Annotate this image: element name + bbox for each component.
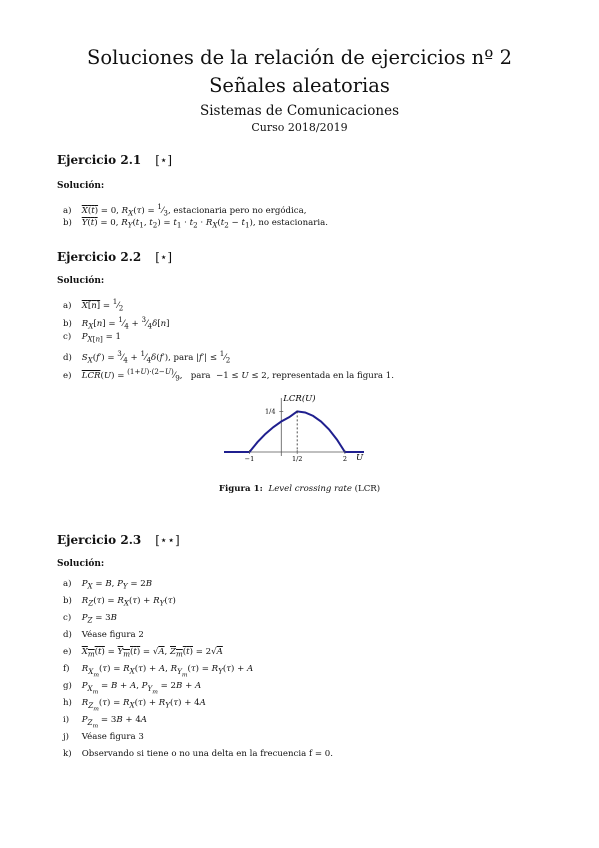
item-text: $X_m(t) = Y_m(t) = √A$, $Z_m(t) = 2√A$ <box>81 647 223 659</box>
item-label: c) <box>63 613 72 623</box>
item-text: $R_X[n]$ = $^1⁄_4$ + $^3⁄_4\delta[n]$ <box>81 315 170 331</box>
item-text: $R_{X_m}(\tau) = R_X(\tau) + A$, $R_{Y_m}(\tau) = R_Y(\tau) + A$ <box>81 664 254 679</box>
list-item <box>63 366 394 384</box>
y-tick-label: 1/4 <box>265 407 276 416</box>
item-label: i) <box>63 715 70 725</box>
item-text: $X[n] = ^1⁄_2$ <box>81 297 124 313</box>
list-item <box>63 664 253 680</box>
solution-label: Solución: <box>57 276 105 286</box>
item-label: k) <box>63 749 72 759</box>
lcr-chart <box>0 394 599 474</box>
list-item <box>63 314 170 332</box>
solution-label: Solución: <box>57 181 105 191</box>
item-label: c) <box>63 332 72 342</box>
x-tick-label: 2 <box>342 455 347 463</box>
item-label: a) <box>63 300 72 311</box>
difficulty-stars: [⋆⋆] <box>155 533 180 547</box>
y-axis-label: LCR(U) <box>283 394 316 404</box>
document-subtitle: Señales aleatorias <box>209 74 390 97</box>
item-label: a) <box>63 205 72 216</box>
list-item <box>63 749 333 760</box>
item-label: g) <box>63 681 72 691</box>
item-label: e) <box>63 647 72 657</box>
x-tick-label: 1/2 <box>291 455 303 463</box>
item-text: Y(t) = 0, $R_Y(t_1$, $t_2) = t_1 \cdot t_2 \cdot R_X(t_2 - t_1)$, no estacionaria. <box>81 218 328 230</box>
document-title: Soluciones de la relación de ejercicios nº 2 <box>86 46 513 69</box>
item-label: e) <box>63 370 72 381</box>
item-label: b) <box>63 596 72 606</box>
list-item <box>63 332 121 345</box>
item-label: f) <box>63 664 70 674</box>
item-text: $P_{X_m} = B + A$, $P_{Y_m} = 2B + A$ <box>81 681 202 696</box>
difficulty-stars: [⋆] <box>155 153 173 167</box>
list-item <box>63 348 230 366</box>
list-item <box>63 296 123 314</box>
caption-abbr: (LCR) <box>354 484 381 494</box>
caption-label: Figura 1: <box>218 484 263 494</box>
exercise-title: Ejercicio 2.1 <box>57 153 142 167</box>
item-text: $P_Z = 3B$ <box>81 613 117 625</box>
item-label: j) <box>63 732 70 742</box>
list-item <box>63 647 223 660</box>
figure-caption <box>0 484 599 494</box>
exercise-heading <box>57 533 180 547</box>
x-axis-label: U <box>356 453 364 463</box>
list-item <box>63 715 147 731</box>
difficulty-stars: [⋆] <box>155 250 173 264</box>
item-label: h) <box>63 698 72 708</box>
item-text: $P_X = B$, $P_Y = 2B$ <box>81 579 153 591</box>
exercise-title: Ejercicio 2.2 <box>57 250 142 264</box>
item-text: $R_{Z_m}(\tau) = R_X(\tau) + R_Y(\tau) + 4A$ <box>81 698 206 713</box>
list-item <box>63 681 201 697</box>
exercise-heading <box>57 250 172 264</box>
caption-text: Level crossing rate <box>268 484 352 494</box>
item-text: X(t) = 0, $R_X(\tau)$ = $^1⁄_3$, estacionaria pero no ergódica, <box>81 202 307 218</box>
list-item <box>63 201 306 219</box>
solution-label: Solución: <box>57 559 105 569</box>
list-item <box>63 596 176 609</box>
item-text: $P_{X[n]} = 1$ <box>81 332 121 344</box>
item-label: d) <box>63 352 72 363</box>
item-label: b) <box>63 218 72 228</box>
item-label: d) <box>63 630 72 640</box>
item-text: $P_{Z_m} = 3B + 4A$ <box>81 715 148 730</box>
list-item <box>63 698 206 714</box>
list-item <box>63 732 144 743</box>
list-item <box>63 579 152 592</box>
subject-name: Sistemas de Comunicaciones <box>199 103 400 119</box>
item-text: Observando si tiene o no una delta en la frecuencia f = 0. <box>81 749 334 759</box>
list-item <box>63 218 328 231</box>
list-item <box>63 630 144 641</box>
item-label: b) <box>63 318 72 329</box>
item-text: Véase figura 3 <box>81 732 144 742</box>
item-text: $S_X(f')$ = $^3⁄_4$ + $^1⁄_4\delta(f')$, para $|f'| \le ^1⁄_2$ <box>81 349 231 365</box>
item-text: $\overline{LCR}(U)$ = $^{(1+U)\cdot(2-U)}⁄_9$, para −1 ≤ U ≤ 2, representada en la figura 1. <box>81 367 394 383</box>
lcr-curve <box>224 411 364 452</box>
course-year: Curso 2018/2019 <box>251 121 348 134</box>
item-text: Véase figura 2 <box>81 630 144 640</box>
x-tick-label: −1 <box>244 455 255 463</box>
item-label: a) <box>63 579 72 589</box>
item-text: $R_Z(\tau) = R_X(\tau) + R_Y(\tau)$ <box>81 596 176 608</box>
exercise-title: Ejercicio 2.3 <box>57 533 142 547</box>
exercise-heading <box>57 153 172 167</box>
list-item <box>63 613 117 626</box>
